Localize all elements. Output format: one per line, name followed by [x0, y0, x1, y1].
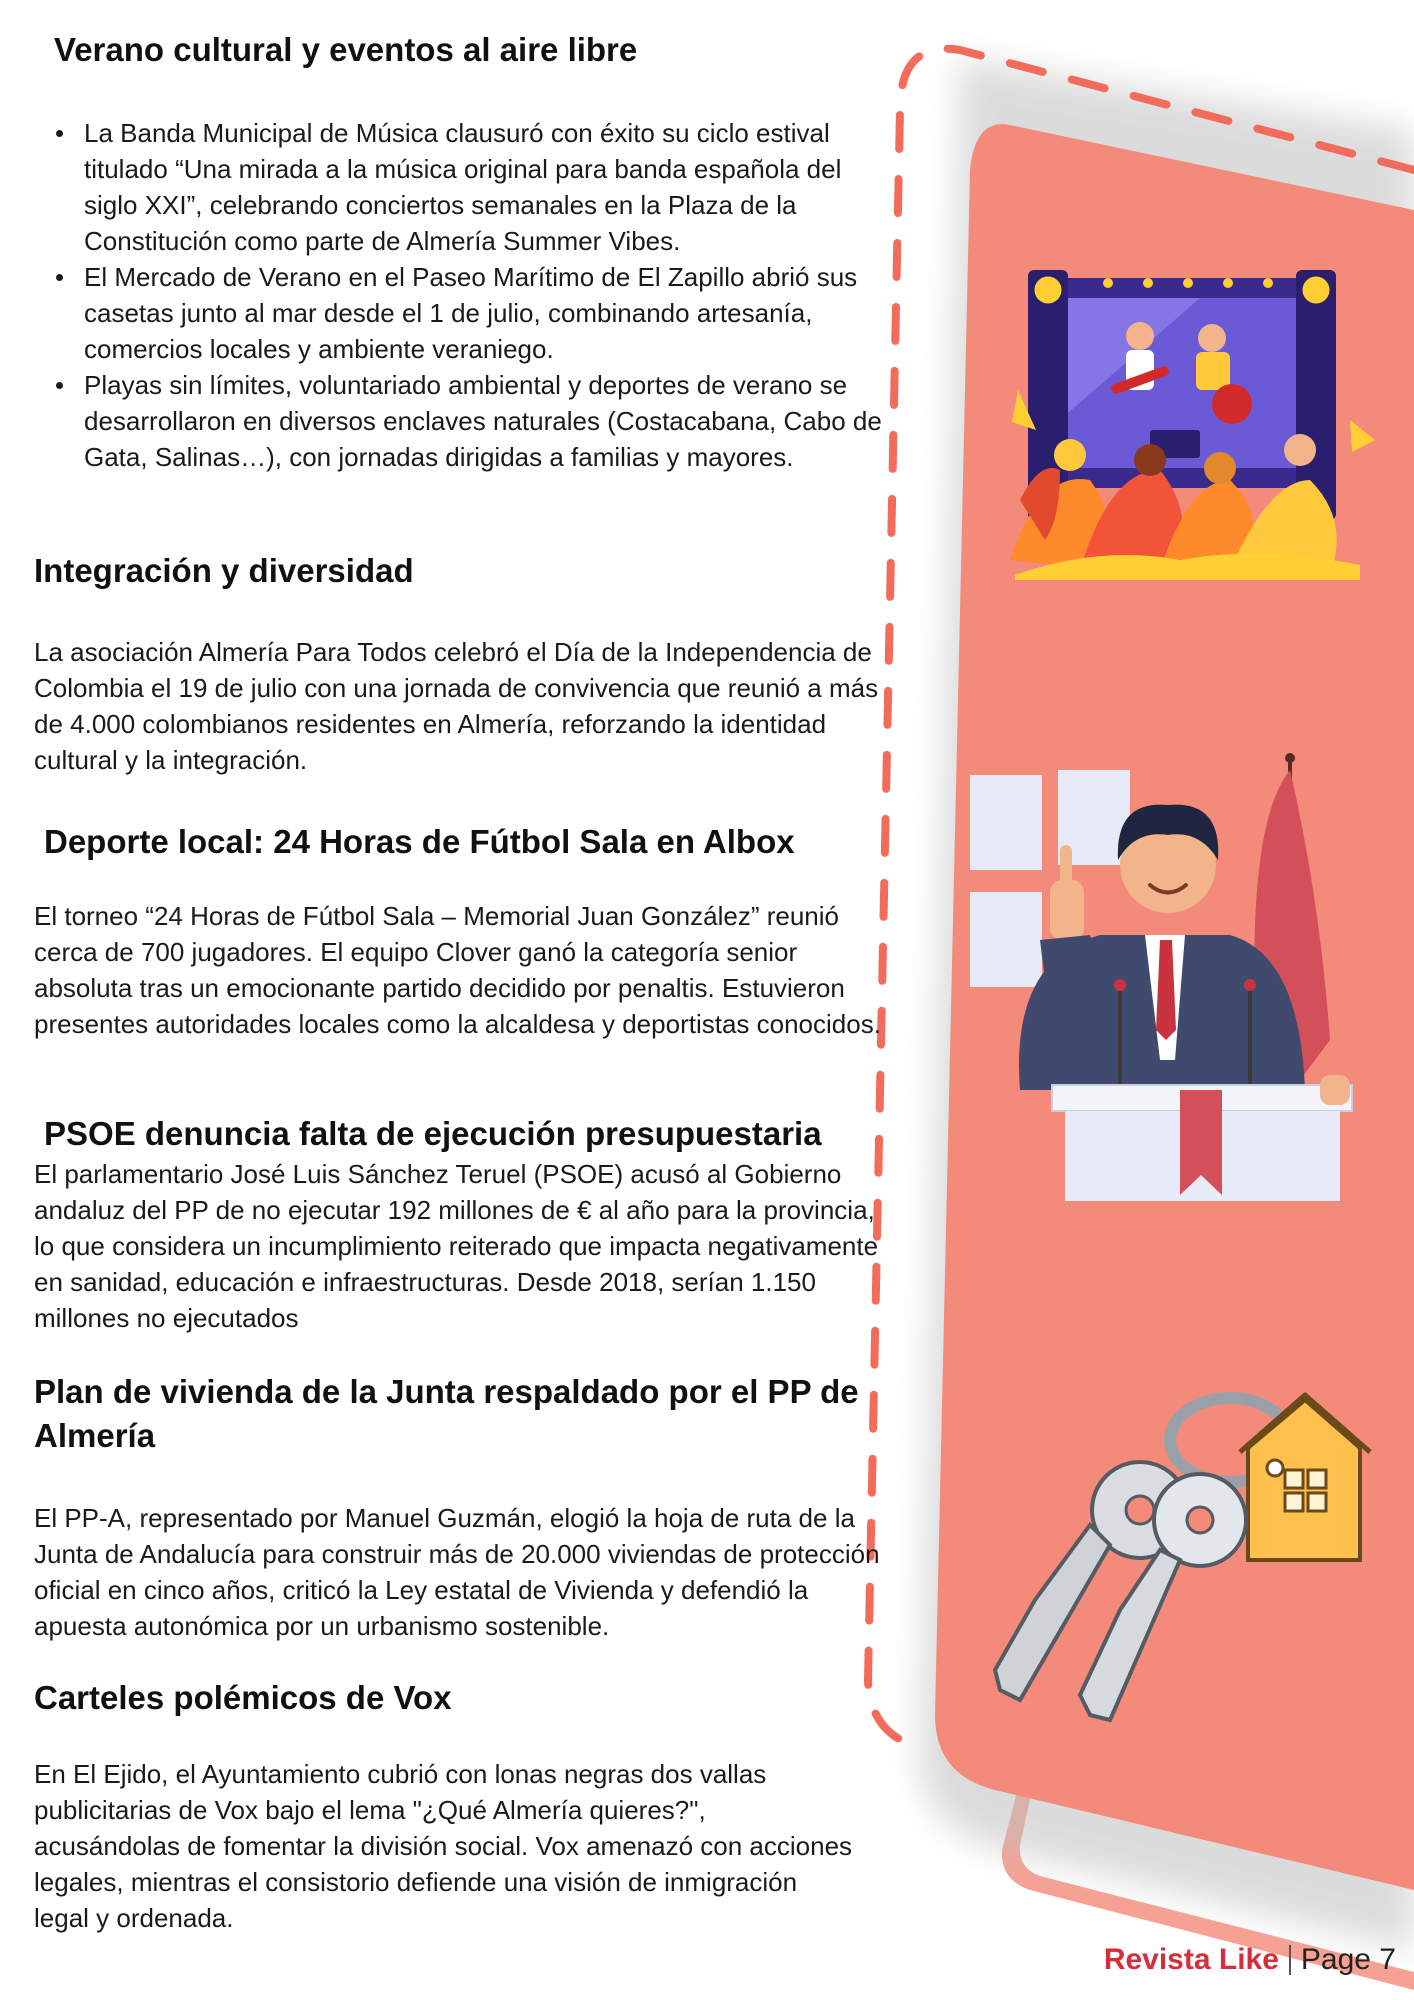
- heading-verano-cultural: Verano cultural y eventos al aire libre: [54, 31, 638, 68]
- heading-carteles-vox: Carteles polémicos de Vox: [34, 1679, 452, 1716]
- bullet-item: [40, 367, 890, 475]
- page-number: Page 7: [1300, 1943, 1396, 1976]
- bullet-list-verano: [40, 115, 890, 475]
- paragraph-deporte-local: El torneo “24 Horas de Fútbol Sala – Memorial Juan González” reunió cerca de 700 jugadores. El equipo Clover ganó la categoría senior absoluta tras un emocionante partido decidido por penaltis. Estuvieron presentes autoridades locales como la alcaldesa y deportistas conocidos.: [34, 901, 881, 1039]
- paragraph-integracion: La asociación Almería Para Todos celebró el Día de la Independencia de Colombia el 19 de julio con una jornada de convivencia que reunió a más de 4.000 colombianos residentes en Almería, reforzando la identidad cultural y la integración.: [34, 637, 879, 775]
- concert-illustration: [1010, 270, 1375, 580]
- heading-integracion: Integración y diversidad: [34, 552, 414, 589]
- bullet-text: La Banda Municipal de Música clausuró con éxito su ciclo estival titulado “Una mirada a la música original para banda española del siglo XXI”, celebrando conciertos semanales en la Plaza de la Constitución como parte de Almería Summer Vibes.: [84, 118, 842, 256]
- heading-psoe: PSOE denuncia falta de ejecución presupuestaria: [44, 1115, 822, 1152]
- bullet-dot: [56, 130, 63, 137]
- heading-plan-vivienda: Plan de vivienda de la Junta respaldado por el PP de Almería: [34, 1373, 859, 1454]
- footer-divider: [1289, 1945, 1291, 1975]
- brand-name: Revista Like: [1103, 1943, 1279, 1976]
- bullet-dot: [56, 382, 63, 389]
- paragraph-psoe: El parlamentario José Luis Sánchez Teruel (PSOE) acusó al Gobierno andaluz del PP de no ejecutar 192 millones de € al año para la provincia, lo que considera un incumplimiento reiterado que impacta negativamente en sanidad, educación e infraestructuras. Desde 2018, serían 1.150 millones no ejecutados: [34, 1159, 879, 1333]
- bullet-text: Playas sin límites, voluntariado ambiental y deportes de verano se desarrollaron en diversos enclaves naturales (Costacabana, Cabo de Gata, Salinas…), con jornadas dirigidas a familias y mayores.: [84, 370, 882, 472]
- heading-deporte-local: Deporte local: 24 Horas de Fútbol Sala en Albox: [44, 823, 795, 860]
- bullet-item: [40, 259, 890, 367]
- bullet-dot: [56, 274, 63, 281]
- page-footer: [1104, 1942, 1396, 1978]
- bullet-text: El Mercado de Verano en el Paseo Marítimo de El Zapillo abrió sus casetas junto al mar desde el 1 de julio, combinando artesanía, comercios locales y ambiente veraniego.: [84, 262, 858, 364]
- paragraph-carteles-vox: En El Ejido, el Ayuntamiento cubrió con lonas negras dos vallas publicitarias de Vox bajo el lema "¿Qué Almería quieres?", acusándolas de fomentar la división social. Vox amenazó con acciones legales, mientras el consistorio defiende una visión de inmigración legal y ordenada.: [34, 1759, 853, 1933]
- bullet-item: [40, 115, 890, 259]
- paragraph-plan-vivienda: El PP-A, representado por Manuel Guzmán, elogió la hoja de ruta de la Junta de Andalucía para construir más de 20.000 viviendas de protección oficial en cinco años, criticó la Ley estatal de Vivienda y defendió la apuesta autonómica por un urbanismo sostenible.: [34, 1503, 880, 1641]
